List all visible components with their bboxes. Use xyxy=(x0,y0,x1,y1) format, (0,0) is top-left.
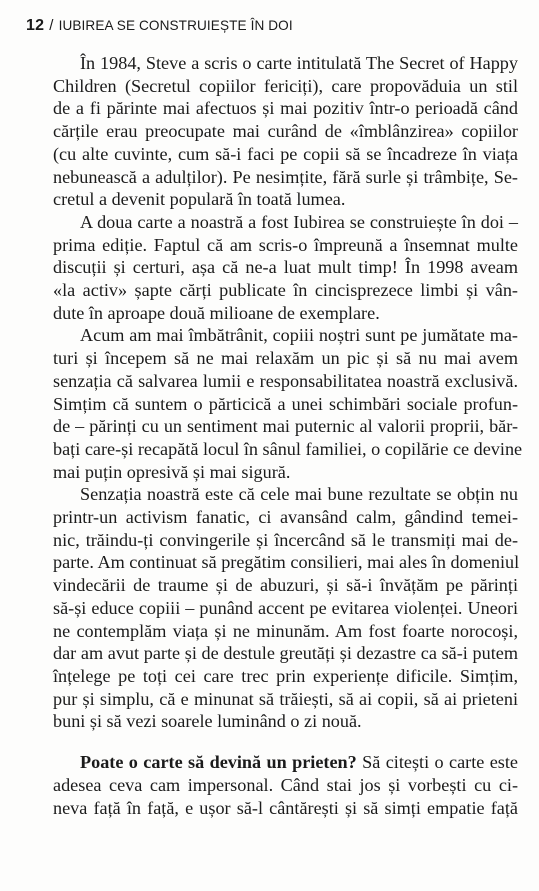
text-line: parte. Am continuat să pregătim consilieri, mai ales în domeniul xyxy=(53,552,520,573)
text-line: printr-un activism fanatic, ci avansând calm, gândind temei- xyxy=(53,507,518,528)
text-line: să-și educe copiii – punând accent pe evitarea violenței. Uneori xyxy=(53,597,518,618)
text-line: nic, trăindu-ți convingerile și încercând să le transmiți mai de- xyxy=(53,529,518,550)
header-separator: / xyxy=(49,17,54,34)
text-line: Simțim că suntem o părticică a unei schimbări sociale profun- xyxy=(53,393,518,414)
text-line: senzația că salvarea lumii e responsabilitatea noastră exclusivă. xyxy=(53,370,518,391)
text-line: neva față în față, e ușor să-l cântărești și să simți empatie față xyxy=(53,797,518,818)
running-header xyxy=(26,17,293,35)
text-line: Children (Secretul copiilor fericiți), care propovăduia un stil xyxy=(53,75,518,96)
text-line: În 1984, Steve a scris o carte intitulată The Secret of Happy xyxy=(80,53,518,73)
paragraph-4 xyxy=(53,483,518,733)
text-line: vindecării de traume și de abuzuri, și să-i învățăm pe părinți xyxy=(53,575,518,596)
text-line: înțelege pe toți cei care trec prin experiențe dificile. Simțim, xyxy=(53,665,518,686)
text-line: pur și simplu, că e minunat să trăiești, să ai copii, să ai prieteni xyxy=(53,688,518,709)
book-title: IUBIREA SE CONSTRUIEȘTE ÎN DOI xyxy=(58,18,293,33)
text-line: adesea ceva cam impersonal. Când stai jos și vorbești cu ci- xyxy=(53,774,518,795)
text-line: cretul a devenit populară în toată lumea. xyxy=(53,189,346,210)
text-line: de a fi părinte mai afectuos și mai pozitiv într-o perioadă când xyxy=(53,98,518,119)
text-line: buni și să vezi soarele luminând o zi nouă. xyxy=(53,711,362,732)
text-line: prima ediție. Faptul că am scris-o împreună a însemnat multe xyxy=(53,234,518,255)
text-line: «la activ» șapte cărți publicate în cincisprezece limbi și vân- xyxy=(53,280,518,301)
paragraph-2 xyxy=(53,211,518,325)
text-line: dar am avut parte și de destule greutăți și dezastre ca să-i putem xyxy=(53,643,518,664)
text-line: discuții și certuri, așa că ne-a luat mult timp! În 1998 aveam xyxy=(53,257,518,278)
text-line: (cu alte cuvinte, cum să-i faci pe copii să se încadreze în viața xyxy=(53,143,518,164)
text-line: nebunească a adulților). Pe nesimțite, fără surle și trâmbițe, Se- xyxy=(53,166,518,187)
text-line: dute în aproape două milioane de exemplare. xyxy=(53,302,380,323)
text-line: de – părinți cu un sentiment mai puternic al valorii proprii, băr- xyxy=(53,416,518,437)
text-line: Senzația noastră este că cele mai bune rezultate se obțin nu xyxy=(80,484,518,505)
paragraph-1 xyxy=(53,52,518,211)
inline-heading: Poate o carte să devină un prieten? xyxy=(80,752,357,773)
paragraph-5 xyxy=(53,751,518,819)
page-number: 12 xyxy=(26,17,45,34)
text-line-with-heading xyxy=(53,751,518,774)
text-line: turi și începem să ne mai relaxăm un pic și să nu mai avem xyxy=(53,348,518,369)
text-line: ne contemplăm viața și ne minunăm. Am fost foarte norocoși, xyxy=(53,620,518,641)
paragraph-3 xyxy=(53,324,523,483)
text-line: bați care-și recapătă locul în sânul familiei, o copilărie ce devine xyxy=(53,438,523,459)
text-line: Acum am mai îmbătrânit, copiii noștri sunt pe jumătate ma- xyxy=(80,325,518,346)
text-line: cărțile erau preocupate mai curând de «îmblânzirea» copiilor xyxy=(53,121,518,142)
text-line: mai puțin opresivă și mai sigură. xyxy=(53,461,291,482)
text-fragment: Să citești o carte este xyxy=(356,752,519,773)
text-line: A doua carte a noastră a fost Iubirea se construiește în doi – xyxy=(80,211,518,232)
body-text xyxy=(53,52,523,819)
